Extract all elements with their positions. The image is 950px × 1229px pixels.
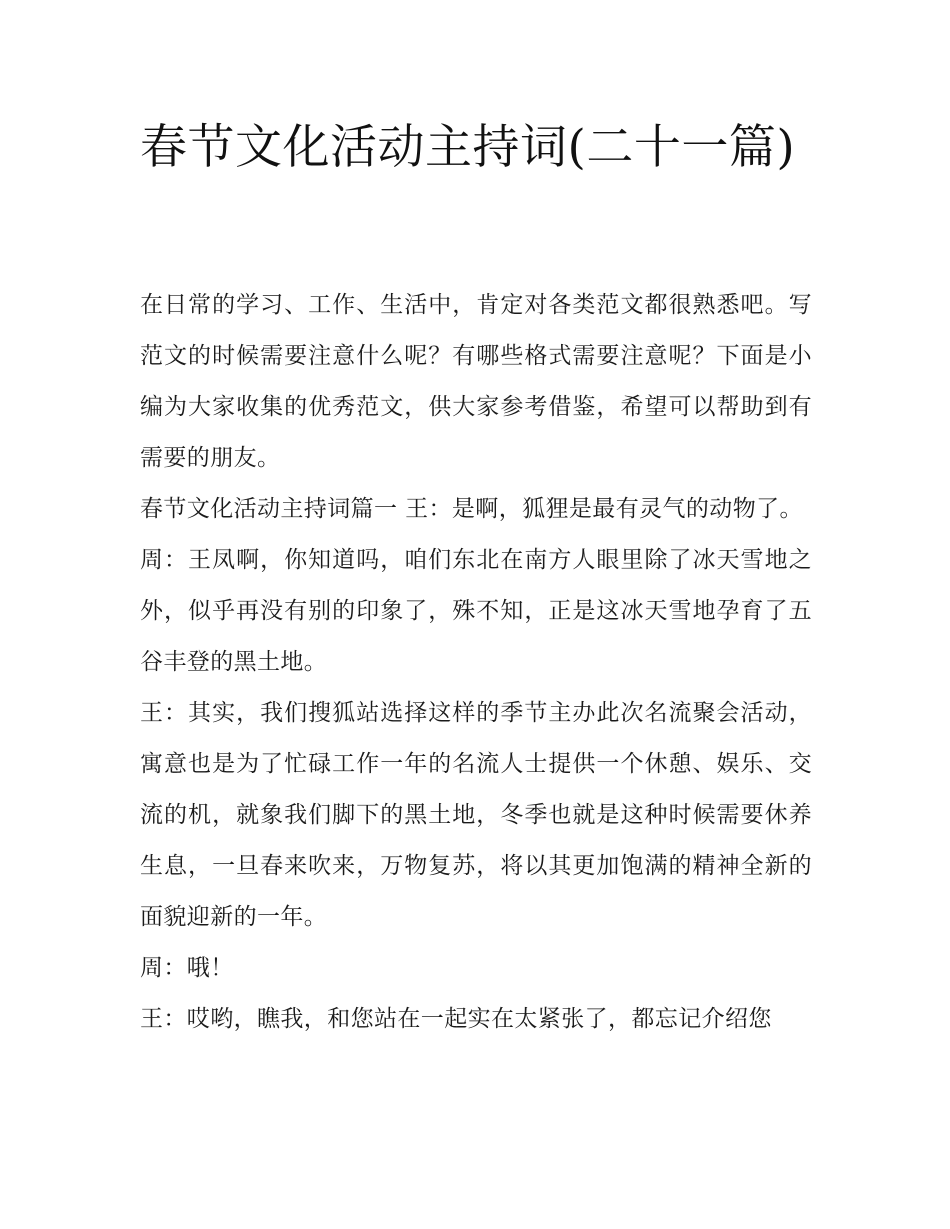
paragraph-dialogue-wang-2: 王：哎哟，瞧我，和您站在一起实在太紧张了，都忘记介绍您 <box>140 1006 772 1032</box>
paragraph-intro: 在日常的学习、工作、生活中，肯定对各类范文都很熟悉吧。写范文的时候需要注意什么呢？有哪些格式需要注意呢？下面是小编为大家收集的优秀范文，供大家参考借鉴，希望可以帮助到有需要的朋友。 <box>140 292 812 471</box>
document-body <box>140 280 812 1045</box>
paragraph-dialogue-wang-1: 王：其实，我们搜狐站选择这样的季节主办此次名流聚会活动，寓意也是为了忙碌工作一年的名流人士提供一个休憩、娱乐、交流的机，就象我们脚下的黑土地，冬季也就是这种时候需要休养生息，一旦春来吹来，万物复苏，将以其更加饱满的精神全新的面貌迎新的一年。 <box>140 700 812 930</box>
paragraph-dialogue-zhou-2: 周：哦！ <box>140 955 234 981</box>
document-title: 春节文化活动主持词(二十一篇) <box>140 120 796 175</box>
paragraph-section-one: 春节文化活动主持词篇一 王：是啊，狐狸是最有灵气的动物了。 <box>140 496 803 522</box>
paragraph-dialogue-zhou-1: 周：王凤啊，你知道吗，咱们东北在南方人眼里除了冰天雪地之外，似乎再没有别的印象了，殊不知，正是这冰天雪地孕育了五谷丰登的黑土地。 <box>140 547 812 675</box>
